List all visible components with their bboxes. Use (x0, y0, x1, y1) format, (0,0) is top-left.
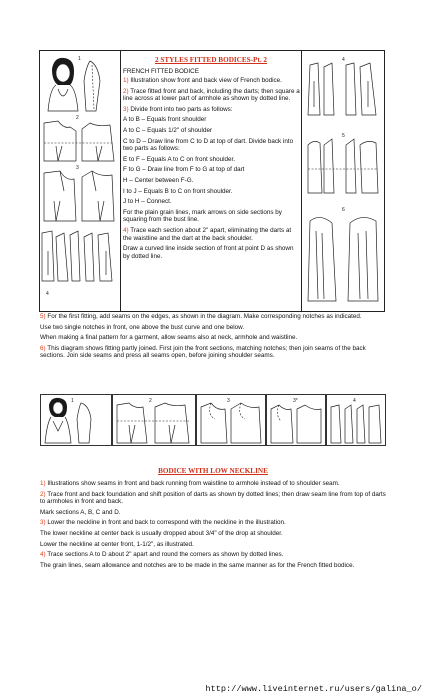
section1-steps (123, 77, 300, 260)
step-item: A to C – Equals 1/2" of shoulder (123, 126, 213, 134)
step-item: 1) Illustration show front and back view of French bodice. (123, 77, 282, 84)
step-item: 5) For the first fitting, add seams on the edges, as shown in the diagram. Make corresponding notches as indicated. (40, 313, 362, 320)
strip-panel-3 (196, 394, 266, 446)
strip-panel-5 (326, 394, 386, 446)
step-item: J to H – Connect. (123, 198, 172, 206)
woman-portrait-small (41, 395, 111, 445)
step-item: 1) Illustrations show seams in front and back running from waistline to armhole instead of to shoulder seam. (40, 480, 340, 487)
fig-label-2: 2 (76, 115, 79, 121)
step-item: The grain lines, seam allowance and notches are to be made in the same manner as for the French fitted bodice. (40, 561, 355, 569)
fig-label-6: 6 (342, 207, 345, 213)
step-item: For the plain grain lines, mark arrows on side sections by squaring from the bust line. (123, 208, 282, 224)
step-item: 4) Trace each section about 2" apart, eliminating the darts at the waistline and the dart at the back shoulder. (123, 226, 292, 242)
step-item: When making a final pattern for a garment, allow seams also at neck, armhole and waistline. (40, 334, 298, 342)
step-item: C to D – Draw line from C to D at top of dart. Divide back into two parts as follows: (123, 137, 294, 153)
strip-label-1: 1 (71, 398, 74, 404)
section2-steps (40, 480, 390, 569)
section2-title: BODICE WITH LOW NECKLINE (158, 467, 268, 475)
step-item: 2) Trace front and back foundation and shift position of darts as shown by dotted lines; then draw seam line from top of darts to armholes in front and back. (40, 490, 386, 506)
strip-panel-1 (40, 394, 112, 446)
fig-label-1: 1 (78, 56, 81, 62)
step-item: 3) Divide front into two parts as follows: (123, 105, 233, 113)
strip-panel-4 (266, 394, 326, 446)
step-item: E to F – Equals A to C on front shoulder. (123, 155, 236, 163)
step-item: I to J – Equals B to C on front shoulder. (123, 187, 233, 195)
fig-label-4: 4 (46, 291, 49, 297)
fig-label-5: 5 (342, 133, 345, 139)
figure-right-column (301, 50, 385, 312)
step-item: Lower the neckline at center front, 1-1/2", as illustrated. (40, 540, 194, 548)
strip-label-2: 2 (149, 398, 152, 404)
fig4-right-sections (308, 63, 376, 115)
step-item: A to B – Equals front shoulder (123, 116, 207, 124)
section1-title: 2 STYLES FITTED BODICES-Pt. 2 (155, 56, 268, 64)
figure-left-column (39, 50, 121, 312)
step-item: 4) Trace sections A to D about 2" apart and round the corners as shown by dotted lines. (40, 551, 284, 559)
section1-subtitle: FRENCH FITTED BODICE (123, 68, 199, 75)
fig4-pattern-sections (42, 231, 112, 281)
woman-portrait-figure (48, 58, 100, 111)
fig4-strip-pattern (327, 395, 385, 445)
fig-label-3: 3 (76, 165, 79, 171)
strip-label-4: 3* (293, 398, 298, 404)
fig3-pattern (44, 171, 114, 221)
source-url[interactable]: http://www.liveinternet.ru/users/galina_o/ (205, 684, 422, 694)
figure-strip (40, 394, 386, 446)
strip-label-3: 3 (227, 398, 230, 404)
step-item: 2) Trace fitted front and back, including the darts; then square a line across at lower part of armhole as shown by dotted line. (123, 87, 300, 103)
strip-panel-2 (112, 394, 196, 446)
fig5-right-sections (308, 139, 378, 193)
fig2-pattern (44, 121, 114, 161)
step-item: Draw a curved line inside section of front at point D as shown by dotted line. (123, 245, 294, 260)
section1-steps-after (40, 313, 390, 360)
fig6-joined-bodice (308, 217, 378, 301)
step-item: F to G – Draw line from F to G at top of dart (123, 166, 245, 174)
step-item: Mark sections A, B, C and D. (40, 508, 121, 516)
step-item: The lower neckline at center back is usually dropped about 3/4" of the drop at shoulder. (40, 529, 283, 537)
step-item: H – Center between F-G. (123, 176, 194, 184)
fig3b-strip-pattern (267, 395, 325, 445)
fig3-strip-pattern (197, 395, 265, 445)
fig2-strip-pattern (113, 395, 195, 445)
step-item: Use two single notches in front, one above the bust curve and one below. (40, 323, 245, 331)
bodice-illustration-left (40, 51, 120, 311)
strip-label-5: 4 (353, 398, 356, 404)
step-item: 3) Lower the neckline in front and back to correspond with the neckline in the illustration. (40, 519, 286, 527)
step-item: 6) This diagram shows fitting partly joined. First join the front sections, matching notches; then join seams of the back sections. Join side seams and press all seams open, before joining shoulder seams. (40, 344, 366, 360)
fig-label-4r: 4 (342, 57, 345, 63)
bodice-sections-right (302, 51, 384, 311)
